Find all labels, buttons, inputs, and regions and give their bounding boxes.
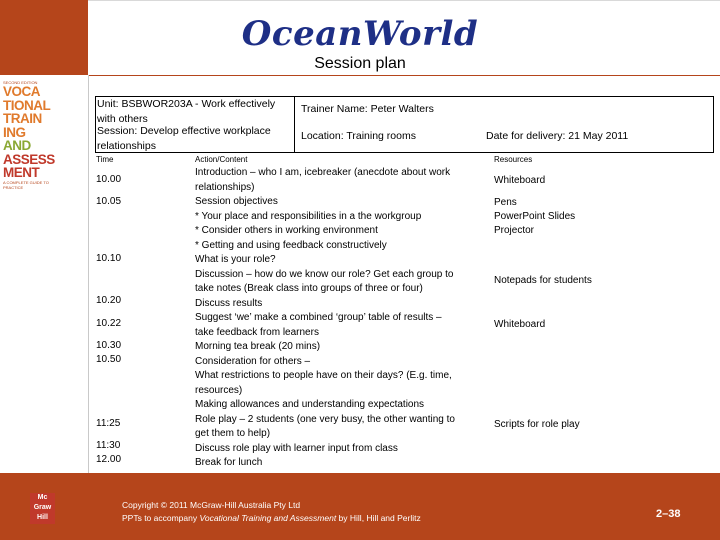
action-line: Role play – 2 students (one very busy, the other wanting to bbox=[195, 413, 455, 425]
copyright-prefix: PPTs to accompany bbox=[122, 513, 200, 523]
action-line: Discuss role play with learner input from class bbox=[195, 442, 398, 454]
time-cell: 11:30 bbox=[96, 440, 121, 451]
action-line: Morning tea break (20 mins) bbox=[195, 341, 321, 352]
copyright-authors: by Hill, Hill and Perlitz bbox=[336, 513, 421, 523]
session-label: Session: Develop effective workplace relationships bbox=[97, 125, 271, 152]
copyright-line-2 bbox=[122, 512, 421, 525]
resource-item: Whiteboard bbox=[494, 175, 546, 186]
action-line: Suggest ‘we’ make a combined ‘group’ table of results – bbox=[195, 312, 442, 323]
resource-item: Whiteboard bbox=[494, 319, 546, 330]
action-line: take notes (Break class into groups of three or four) bbox=[195, 283, 423, 294]
book-title-word: ING bbox=[3, 124, 26, 140]
resource-item: Scripts for role play bbox=[494, 419, 580, 430]
page-number: 2–38 bbox=[656, 508, 681, 520]
book-title-word: VOCA bbox=[3, 84, 41, 99]
time-cell: 11:25 bbox=[96, 418, 121, 429]
book-title: Vocational Training and Assessment bbox=[199, 513, 337, 523]
time-cell: 10.30 bbox=[96, 340, 122, 351]
logo-text: Graw bbox=[33, 504, 52, 511]
book-cover bbox=[3, 80, 60, 198]
action-line: get them to help) bbox=[195, 428, 271, 439]
action-line: * Your place and responsibilities in a the workgroup bbox=[195, 210, 422, 222]
trainer-label: Trainer Name: Peter Walters bbox=[301, 103, 434, 115]
time-cell: 10.22 bbox=[96, 318, 122, 329]
resource-item: Notepads for students bbox=[494, 275, 592, 286]
book-title-word: TIONAL bbox=[3, 97, 51, 113]
action-line: Session objectives bbox=[195, 196, 278, 207]
time-cell: 10.10 bbox=[96, 253, 122, 264]
page-subtitle: Session plan bbox=[314, 55, 406, 72]
action-line: * Consider others in working environment bbox=[195, 225, 378, 236]
book-tagline: A COMPLETE GUIDE TO PRACTICE bbox=[3, 179, 49, 190]
logo-text: Mc bbox=[37, 494, 48, 501]
action-line: take feedback from learners bbox=[195, 326, 319, 338]
action-line: What restrictions to people have on their days? (E.g. time, bbox=[195, 370, 452, 381]
action-line: relationships) bbox=[195, 181, 255, 193]
location-label: Location: Training rooms bbox=[301, 130, 416, 142]
time-cell: 10.50 bbox=[96, 354, 122, 365]
action-line: Introduction – who I am, icebreaker (anecdote about work bbox=[195, 167, 451, 178]
book-title-word: AND bbox=[3, 138, 31, 153]
book-title-word: TRAIN bbox=[3, 111, 42, 126]
action-line: Discuss results bbox=[195, 297, 263, 309]
col-action: Action/Content bbox=[195, 155, 248, 164]
action-list bbox=[195, 166, 495, 471]
header-rule bbox=[88, 75, 720, 76]
mcgraw-hill-logo bbox=[30, 493, 55, 524]
logo-text: Hill bbox=[37, 514, 48, 521]
col-time: Time bbox=[96, 155, 114, 164]
top-divider bbox=[88, 0, 720, 1]
copyright-text bbox=[122, 499, 421, 525]
action-line: Consideration for others – bbox=[195, 355, 311, 367]
time-cell: 12.00 bbox=[96, 454, 122, 465]
resource-item: PowerPoint Slides bbox=[494, 211, 576, 222]
brand-title: OceanWorld bbox=[241, 14, 479, 54]
book-title-word: ASSESS bbox=[3, 151, 55, 167]
action-line: What is your role? bbox=[195, 254, 276, 265]
resource-item: Projector bbox=[494, 225, 535, 236]
time-cell: 10.20 bbox=[96, 295, 122, 306]
action-line: * Getting and using feedback constructively bbox=[195, 239, 387, 251]
sidebar-rule bbox=[88, 75, 89, 473]
action-line: Discussion – how do we know our role? Get each group to bbox=[195, 268, 454, 280]
action-line: Making allowances and understanding expectations bbox=[195, 399, 425, 410]
unit-label: Unit: BSBWOR203A - Work effectively with others bbox=[97, 98, 276, 125]
date-label: Date for delivery: 21 May 2011 bbox=[486, 130, 629, 142]
book-edition: SECOND EDITION bbox=[3, 80, 38, 85]
resource-item: Pens bbox=[494, 197, 517, 208]
book-title-word: MENT bbox=[3, 165, 40, 180]
copyright-line: Copyright © 2011 McGraw-Hill Australia Pty Ltd bbox=[122, 500, 301, 510]
action-line: Break for lunch bbox=[195, 457, 263, 468]
action-line: resources) bbox=[195, 384, 243, 396]
col-resources: Resources bbox=[494, 155, 533, 164]
time-cell: 10.00 bbox=[96, 174, 122, 185]
time-cell: 10.05 bbox=[96, 196, 122, 207]
